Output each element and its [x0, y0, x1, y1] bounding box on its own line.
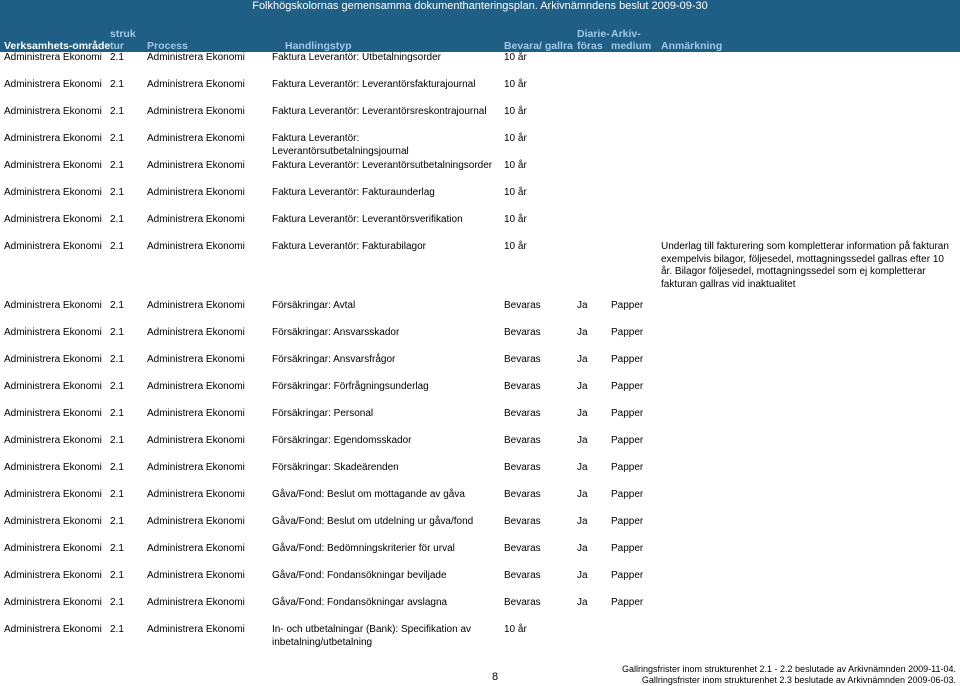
cell-process: Administrera Ekonomi [147, 160, 245, 171]
cell-diarie: Ja [577, 543, 588, 554]
footer-note-line1: Gallringsfrister inom strukturenhet 2.1 - 2.2 beslutade av Arkivnämnden 2009-11-04. [621, 664, 956, 674]
header-arkiv-line2: medium [611, 40, 652, 52]
cell-struktur: 2.1 [110, 241, 124, 252]
cell-handlingstyp: Faktura Leverantör: Leverantörsutbetalningsorder [272, 160, 493, 171]
cell-arkivmedium: Papper [611, 597, 644, 608]
cell-bevara-gallra: Bevaras [504, 489, 541, 500]
cell-process: Administrera Ekonomi [147, 543, 245, 554]
cell-process: Administrera Ekonomi [147, 516, 245, 527]
cell-anmarkning: Underlag till fakturering som kompletterar information på fakturan exempelvis bilagor, följesedel, mottagningssedel gallras efter 10 år. Bilagor följesedel, mottagningssedel som ej kompletterar fakturan gallras vid inaktualitet [661, 241, 949, 290]
cell-struktur: 2.1 [110, 52, 124, 63]
header-arkiv-line1: Arkiv- [611, 28, 641, 40]
cell-arkivmedium: Papper [611, 516, 644, 527]
cell-handlingstyp: Faktura Leverantör: Fakturabilagor [272, 241, 426, 252]
cell-struktur: 2.1 [110, 79, 124, 90]
cell-bevara-gallra: Bevaras [504, 570, 541, 581]
cell-process: Administrera Ekonomi [147, 570, 245, 581]
cell-struktur: 2.1 [110, 187, 124, 198]
cell-struktur: 2.1 [110, 624, 124, 635]
cell-arkivmedium: Papper [611, 408, 644, 419]
cell-verksamhetsomrade: Administrera Ekonomi [4, 327, 102, 338]
cell-verksamhetsomrade: Administrera Ekonomi [4, 462, 102, 473]
header-bevara-gallra: Bevara/ gallra [504, 40, 573, 52]
cell-struktur: 2.1 [110, 543, 124, 554]
cell-handlingstyp: Faktura Leverantör: Leverantörsfakturajournal [272, 79, 476, 90]
cell-verksamhetsomrade: Administrera Ekonomi [4, 133, 102, 144]
cell-struktur: 2.1 [110, 489, 124, 500]
cell-bevara-gallra: Bevaras [504, 516, 541, 527]
cell-bevara-gallra: 10 år [504, 133, 527, 144]
cell-handlingstyp: Försäkringar: Ansvarsfrågor [272, 354, 396, 365]
cell-arkivmedium: Papper [611, 300, 644, 311]
cell-struktur: 2.1 [110, 516, 124, 527]
cell-arkivmedium: Papper [611, 570, 644, 581]
cell-diarie: Ja [577, 300, 588, 311]
cell-diarie: Ja [577, 327, 588, 338]
cell-handlingstyp: Försäkringar: Egendomsskador [272, 435, 412, 446]
cell-process: Administrera Ekonomi [147, 381, 245, 392]
footer-note-line2: Gallringsfrister inom strukturenhet 2.3 beslutade av Arkivnämnden 2009-06-03. [641, 675, 956, 685]
cell-verksamhetsomrade: Administrera Ekonomi [4, 597, 102, 608]
cell-handlingstyp: Faktura Leverantör: Leverantörsutbetalningsjournal [272, 133, 409, 157]
cell-process: Administrera Ekonomi [147, 354, 245, 365]
cell-struktur: 2.1 [110, 160, 124, 171]
cell-process: Administrera Ekonomi [147, 52, 245, 63]
cell-process: Administrera Ekonomi [147, 489, 245, 500]
cell-handlingstyp: Gåva/Fond: Fondansökningar avslagna [272, 597, 448, 608]
cell-verksamhetsomrade: Administrera Ekonomi [4, 543, 102, 554]
cell-bevara-gallra: 10 år [504, 241, 527, 252]
cell-struktur: 2.1 [110, 381, 124, 392]
cell-struktur: 2.1 [110, 570, 124, 581]
cell-verksamhetsomrade: Administrera Ekonomi [4, 214, 102, 225]
cell-handlingstyp: Faktura Leverantör: Leverantörsverifikation [272, 214, 463, 225]
cell-verksamhetsomrade: Administrera Ekonomi [4, 160, 102, 171]
cell-diarie: Ja [577, 381, 588, 392]
header-anmarkning: Anmärkning [661, 40, 723, 52]
cell-struktur: 2.1 [110, 106, 124, 117]
cell-handlingstyp: Försäkringar: Förfrågningsunderlag [272, 381, 429, 392]
cell-arkivmedium: Papper [611, 462, 644, 473]
cell-struktur: 2.1 [110, 462, 124, 473]
cell-process: Administrera Ekonomi [147, 79, 245, 90]
cell-struktur: 2.1 [110, 435, 124, 446]
cell-verksamhetsomrade: Administrera Ekonomi [4, 489, 102, 500]
header-process: Process [147, 40, 188, 52]
cell-bevara-gallra: Bevaras [504, 327, 541, 338]
cell-bevara-gallra: 10 år [504, 79, 527, 90]
cell-process: Administrera Ekonomi [147, 241, 245, 252]
cell-arkivmedium: Papper [611, 381, 644, 392]
cell-handlingstyp: Försäkringar: Ansvarsskador [272, 327, 400, 338]
header-verksamhetsomrade: Verksamhets-område [4, 40, 111, 52]
cell-bevara-gallra: Bevaras [504, 543, 541, 554]
cell-diarie: Ja [577, 354, 588, 365]
header-diarie-line1: Diarie- [577, 28, 610, 40]
cell-verksamhetsomrade: Administrera Ekonomi [4, 381, 102, 392]
cell-diarie: Ja [577, 597, 588, 608]
cell-handlingstyp: Gåva/Fond: Beslut om utdelning ur gåva/fond [272, 516, 474, 527]
cell-verksamhetsomrade: Administrera Ekonomi [4, 79, 102, 90]
cell-bevara-gallra: Bevaras [504, 462, 541, 473]
cell-bevara-gallra: Bevaras [504, 435, 541, 446]
cell-diarie: Ja [577, 462, 588, 473]
cell-struktur: 2.1 [110, 597, 124, 608]
cell-handlingstyp: Faktura Leverantör: Leverantörsreskontrajournal [272, 106, 487, 117]
cell-process: Administrera Ekonomi [147, 300, 245, 311]
cell-verksamhetsomrade: Administrera Ekonomi [4, 241, 102, 252]
header-handlingstyp: Handlingstyp [285, 40, 352, 52]
cell-arkivmedium: Papper [611, 435, 644, 446]
cell-handlingstyp: Gåva/Fond: Fondansökningar beviljade [272, 570, 447, 581]
cell-verksamhetsomrade: Administrera Ekonomi [4, 106, 102, 117]
cell-verksamhetsomrade: Administrera Ekonomi [4, 624, 102, 635]
cell-diarie: Ja [577, 408, 588, 419]
cell-process: Administrera Ekonomi [147, 214, 245, 225]
header-struktur-line2: tur [110, 40, 124, 52]
cell-verksamhetsomrade: Administrera Ekonomi [4, 187, 102, 198]
header-diarie-line2: föras [577, 40, 603, 52]
cell-struktur: 2.1 [110, 214, 124, 225]
cell-handlingstyp: Gåva/Fond: Bedömningskriterier för urval [272, 543, 455, 554]
page-number: 8 [492, 671, 499, 683]
cell-struktur: 2.1 [110, 133, 124, 144]
cell-arkivmedium: Papper [611, 354, 644, 365]
cell-process: Administrera Ekonomi [147, 106, 245, 117]
cell-handlingstyp: Försäkringar: Avtal [272, 300, 356, 311]
cell-handlingstyp: Försäkringar: Personal [272, 408, 374, 419]
cell-verksamhetsomrade: Administrera Ekonomi [4, 354, 102, 365]
cell-process: Administrera Ekonomi [147, 133, 245, 144]
cell-handlingstyp: Gåva/Fond: Beslut om mottagande av gåva [272, 489, 465, 500]
cell-process: Administrera Ekonomi [147, 435, 245, 446]
cell-process: Administrera Ekonomi [147, 624, 245, 635]
cell-bevara-gallra: 10 år [504, 214, 527, 225]
cell-bevara-gallra: Bevaras [504, 354, 541, 365]
cell-bevara-gallra: Bevaras [504, 408, 541, 419]
cell-process: Administrera Ekonomi [147, 597, 245, 608]
cell-bevara-gallra: 10 år [504, 106, 527, 117]
cell-struktur: 2.1 [110, 408, 124, 419]
cell-diarie: Ja [577, 489, 588, 500]
cell-bevara-gallra: 10 år [504, 187, 527, 198]
cell-arkivmedium: Papper [611, 489, 644, 500]
table-header-band [0, 0, 960, 52]
cell-handlingstyp: Försäkringar: Skadeärenden [272, 462, 399, 473]
cell-struktur: 2.1 [110, 327, 124, 338]
cell-process: Administrera Ekonomi [147, 327, 245, 338]
cell-struktur: 2.1 [110, 300, 124, 311]
cell-verksamhetsomrade: Administrera Ekonomi [4, 300, 102, 311]
cell-bevara-gallra: 10 år [504, 160, 527, 171]
cell-verksamhetsomrade: Administrera Ekonomi [4, 52, 102, 63]
cell-diarie: Ja [577, 435, 588, 446]
cell-process: Administrera Ekonomi [147, 187, 245, 198]
cell-handlingstyp: Faktura Leverantör: Utbetalningsorder [272, 52, 441, 63]
cell-struktur: 2.1 [110, 354, 124, 365]
cell-diarie: Ja [577, 516, 588, 527]
cell-bevara-gallra: 10 år [504, 624, 527, 635]
cell-verksamhetsomrade: Administrera Ekonomi [4, 570, 102, 581]
cell-arkivmedium: Papper [611, 543, 644, 554]
document-title: Folkhögskolornas gemensamma dokumenthanteringsplan. Arkivnämndens beslut 2009-09-30 [252, 0, 708, 12]
cell-bevara-gallra: 10 år [504, 52, 527, 63]
cell-bevara-gallra: Bevaras [504, 597, 541, 608]
header-struktur-line1: struk [110, 28, 136, 40]
cell-verksamhetsomrade: Administrera Ekonomi [4, 435, 102, 446]
cell-handlingstyp: In- och utbetalningar (Bank): Specifikation av inbetalning/utbetalning [272, 624, 471, 648]
cell-process: Administrera Ekonomi [147, 462, 245, 473]
cell-bevara-gallra: Bevaras [504, 300, 541, 311]
cell-verksamhetsomrade: Administrera Ekonomi [4, 516, 102, 527]
cell-handlingstyp: Faktura Leverantör: Fakturaunderlag [272, 187, 435, 198]
cell-bevara-gallra: Bevaras [504, 381, 541, 392]
cell-arkivmedium: Papper [611, 327, 644, 338]
cell-verksamhetsomrade: Administrera Ekonomi [4, 408, 102, 419]
cell-diarie: Ja [577, 570, 588, 581]
cell-process: Administrera Ekonomi [147, 408, 245, 419]
